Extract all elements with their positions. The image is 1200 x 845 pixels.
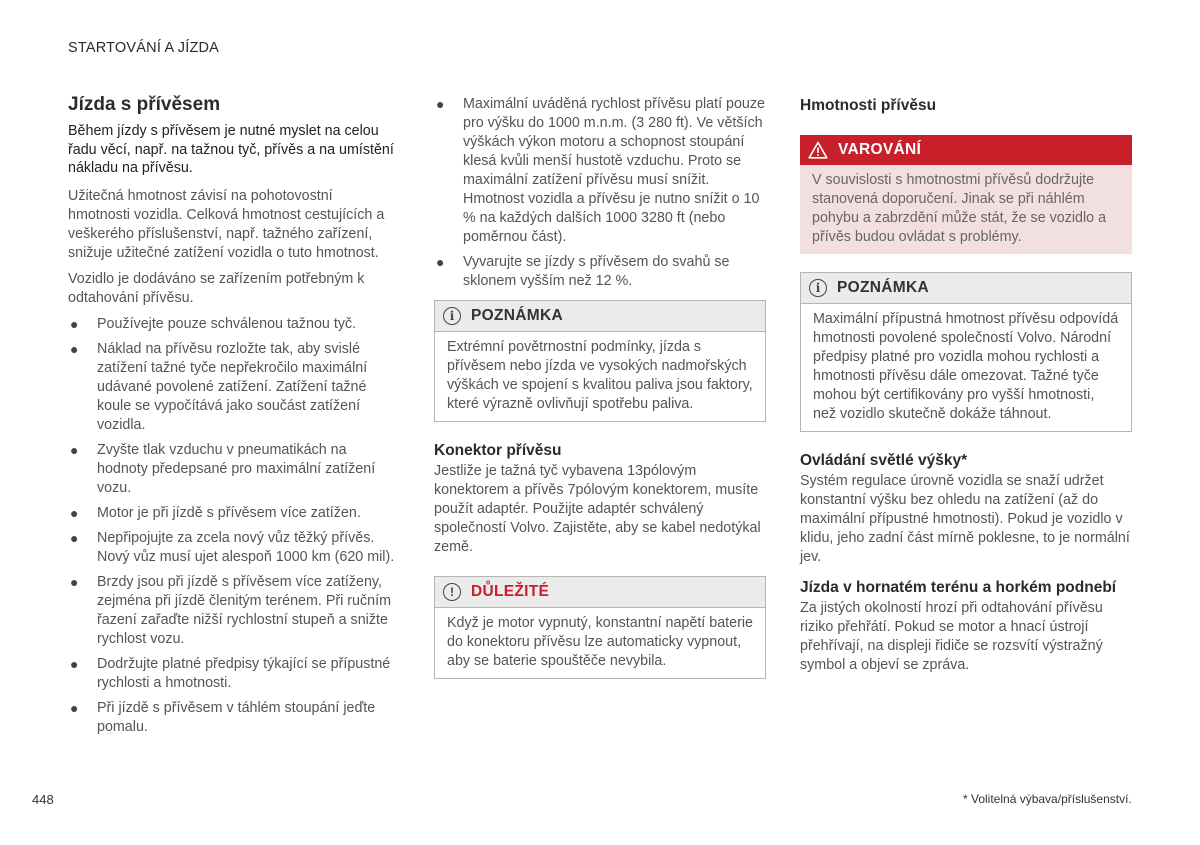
exclamation-icon: ! — [443, 583, 461, 601]
note-box-fuel — [434, 300, 766, 422]
note-box-header — [801, 273, 1131, 304]
section-header: STARTOVÁNÍ A JÍZDA — [68, 40, 220, 56]
list-item: ● Dodržujte platné předpisy týkající se přípustné rychlosti a hmotnosti. — [70, 656, 391, 692]
weights-heading: Hmotnosti přívěsu — [800, 97, 937, 114]
bullet-icon: ● — [70, 574, 79, 591]
column-middle — [434, 95, 766, 697]
warning-box-text: V souvislosti s hmotnostmi přívěsů dodržujte stanovená doporučení. Jinak se při náhlém pohybu a zabrzdění může stát, že se vozidlo a přívěs budou ovládat s problémy. — [812, 172, 1107, 245]
connector-paragraph: Jestliže je tažná tyč vybavena 13pólovým konektorem a přívěs 7pólovým konektorem, musíte použít adaptér. Použijte adaptér schválený společností Volvo. Zajistěte, aby se kabel nedotýkal země. — [434, 463, 761, 555]
important-box — [434, 576, 766, 679]
list-item: ● Náklad na přívěsu rozložte tak, aby svislé zatížení tažné tyče nepřekročilo maximální udávané povolené zatížení. Zatížení tažné koule se vypočítává jako součást zatížení vozidla. — [70, 341, 368, 434]
note-box-weights — [800, 272, 1132, 432]
note-box-header — [435, 301, 765, 332]
bullet-icon: ● — [436, 254, 445, 270]
page-number: 448 — [32, 792, 54, 807]
bullet-icon: ● — [436, 96, 445, 112]
level-control-paragraph: Systém regulace úrovně vozidla se snaží udržet konstantní výšku bez ohledu na zatížení (až do maximální přípustné hmotnosti). Pokud je vozidlo v klidu, jeho zadní část mírně poklesne, to je normální jev. — [800, 473, 1130, 565]
note-box-text: Extrémní povětrnostní podmínky, jízda s přívěsem nebo jízda ve vysokých nadmořských výškách ve spojení s kvalitou paliva jsou faktory, které výrazně ovlivňují spotřebu paliva. — [447, 339, 753, 412]
list-item: ● Motor je při jízdě s přívěsem více zatížen. — [70, 505, 361, 522]
paragraph-equipment: Vozidlo je dodáváno se zařízením potřebným k odtahování přívěsu. — [68, 271, 365, 307]
warning-triangle-icon — [808, 141, 828, 159]
important-box-text: Když je motor vypnutý, konstantní napětí baterie do konektoru přívěsu lze automaticky vypnout, aby se baterie spouštěče nevybila. — [447, 615, 753, 669]
list-item: ● Brzdy jsou při jízdě s přívěsem více zatíženy, zejména při jízdě členitým terénem. Při ručním řazení zařaďte nižší rychlostní stupeň a snižte rychlost vozu. — [70, 574, 391, 648]
bullet-icon: ● — [70, 316, 79, 333]
bullet-list-middle — [434, 95, 766, 291]
important-box-header — [435, 577, 765, 608]
column-right — [800, 93, 1132, 682]
important-box-title: DŮLEŽITÉ — [471, 583, 550, 600]
note-box-title: POZNÁMKA — [471, 307, 563, 324]
note-box-title: POZNÁMKA — [837, 279, 929, 296]
info-icon: i — [809, 279, 827, 297]
list-item: ● Nepřipojujte za zcela nový vůz těžký přívěs. Nový vůz musí ujet alespoň 1000 km (620 mil). — [70, 530, 395, 566]
bullet-list-left — [68, 315, 398, 737]
list-item: ● Používejte pouze schválenou tažnou tyč. — [70, 316, 357, 333]
bullet-icon: ● — [70, 341, 79, 358]
bullet-icon: ● — [70, 656, 79, 673]
paragraph-payload: Užitečná hmotnost závisí na pohotovostní hmotnosti vozidla. Celková hmotnost cestujících a veškerého příslušenství, např. tažného zařízení, snižuje užitečné zatížení vozidla o tuto hmotnost. — [68, 188, 385, 262]
footnote: * Volitelná výbava/příslušenství. — [963, 792, 1132, 806]
warning-box-title: VAROVÁNÍ — [838, 141, 922, 158]
hill-driving-heading: Jízda v hornatém terénu a horkém podnebí — [800, 579, 1117, 596]
list-item: ● Vyvarujte se jízdy s přívěsem do svahů se sklonem vyšším než 12 %. — [436, 254, 730, 289]
bullet-icon: ● — [70, 505, 79, 522]
bullet-icon: ● — [70, 442, 79, 459]
warning-box — [800, 135, 1132, 254]
info-icon: i — [443, 307, 461, 325]
intro-lead: Během jízdy s přívěsem je nutné myslet na celou řadu věcí, např. na tažnou tyč, přívěs a na umístění nákladu na přívěsu. — [68, 123, 394, 177]
list-item: ● Zvyšte tlak vzduchu v pneumatikách na hodnoty předepsané pro maximální zatížení vozu. — [70, 442, 376, 497]
column-left — [68, 93, 398, 743]
hill-driving-paragraph: Za jistých okolností hrozí při odtahování přívěsu riziko přehřátí. Pokud se motor a hnací ústrojí přehřívají, na displeji řidiče se rozsvítí výstražný symbol a objeví se zpráva. — [800, 600, 1103, 673]
warning-box-header — [800, 135, 1132, 165]
bullet-icon: ● — [70, 700, 79, 717]
level-control-heading: Ovládání světlé výšky* — [800, 452, 968, 469]
list-item: ● Při jízdě s přívěsem v táhlém stoupání jeďte pomalu. — [70, 700, 376, 736]
connector-heading: Konektor přívěsu — [434, 442, 562, 459]
page-title: Jízda s přívěsem — [68, 94, 221, 115]
note-box-text: Maximální přípustná hmotnost přívěsu odpovídá hmotnosti povolené společností Volvo. Národní předpisy platné pro vozidla mohou rychlosti a hmotnosti přívěsu dále omezovat. Tažné tyče mohou být certifikovány pro vyšší hmotnosti, než vozidlo skutečně dokáže táhnout. — [813, 311, 1119, 422]
list-item: ● Maximální uváděná rychlost přívěsu platí pouze pro výšku do 1000 m.n.m. (3 280 ft). Ve větších výškách výkon motoru a schopnost stoupání klesá kvůli menší hustotě vzduchu. Proto se maximální zatížení přívěsu musí snížit. Hmotnost vozidla a přívěsu je nutno snížit o 10 % na každých dalších 1000 3280 ft (nebo poměrnou část). — [436, 96, 765, 245]
bullet-icon: ● — [70, 530, 79, 547]
